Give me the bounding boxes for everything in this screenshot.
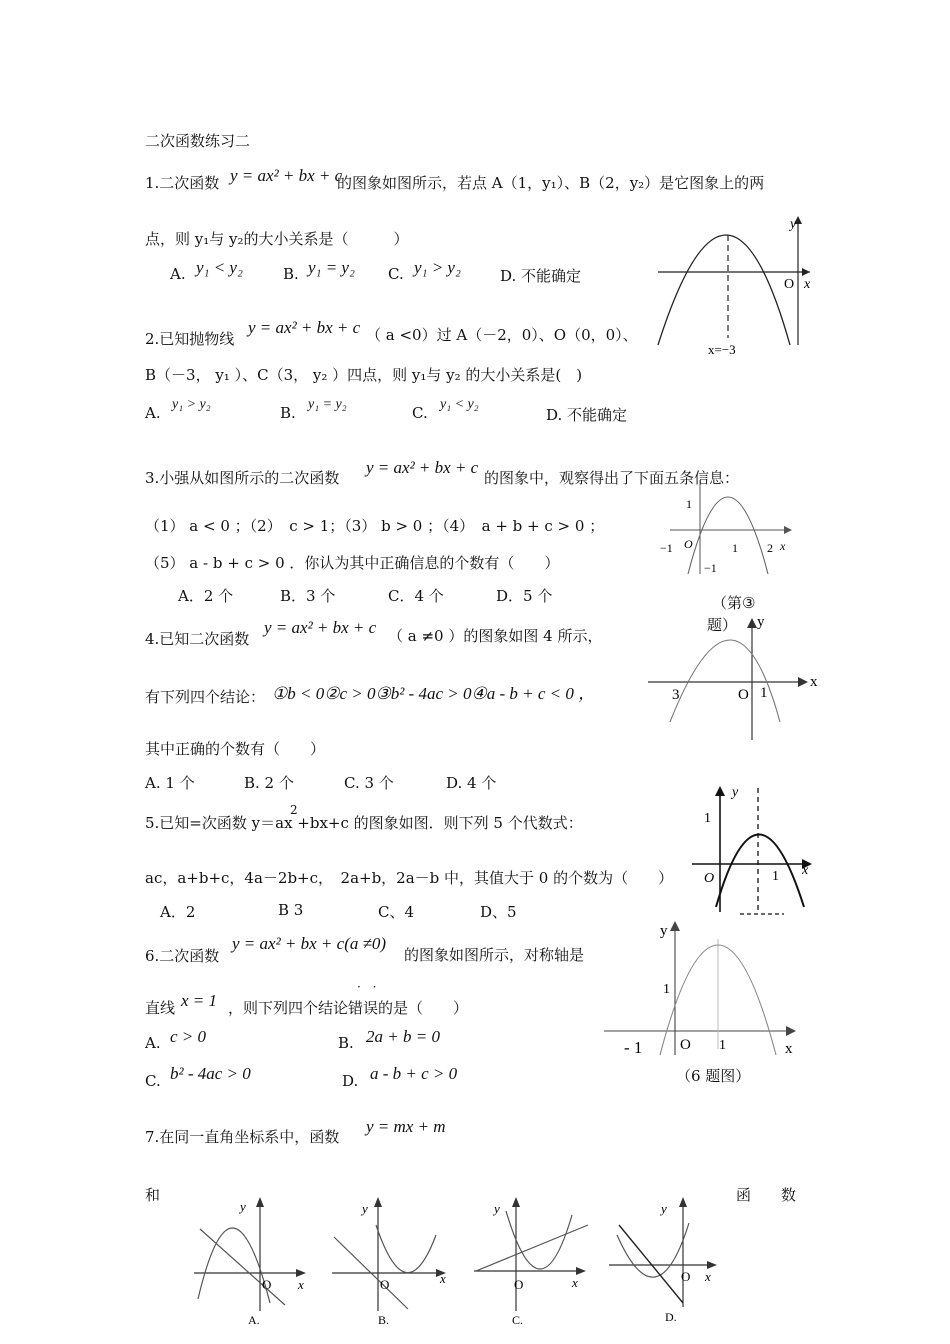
- q4-option-d: D. 4 个: [446, 774, 497, 792]
- q1-parabola: [658, 235, 790, 345]
- q3-origin-label: O: [684, 537, 693, 551]
- q1-prefix: 1.二次函数: [145, 174, 220, 192]
- q6-origin-label: O: [680, 1037, 691, 1053]
- q7a-label: A.: [248, 1313, 260, 1327]
- q1-axis-label: x=−3: [708, 342, 736, 357]
- q6-option-a-formula: c > 0: [170, 1027, 207, 1046]
- q1-formula: y = ax² + bx + c: [230, 166, 343, 185]
- q6-x1-label: 1: [719, 1038, 726, 1053]
- q1-x-label: x: [804, 277, 811, 292]
- q7a-origin-label: O: [262, 1277, 272, 1292]
- q4-x-neg3-label: 3: [672, 687, 680, 703]
- q1-graph: [650, 210, 820, 360]
- q3-conditions-line2: （5） a - b + c > 0 ．你认为其中正确信息的个数有（ ）: [145, 554, 560, 572]
- q6-option-c: C.: [145, 1072, 161, 1090]
- q5-option-c: C、4: [378, 903, 415, 921]
- q5-x-label: x: [802, 863, 809, 878]
- q2-option-c: C.: [412, 404, 428, 422]
- q4-conclusions: ①b < 0②c > 0③b² - 4ac > 0④a - b + c < 0 ，: [272, 684, 596, 703]
- q2-option-a: A.: [145, 404, 161, 422]
- q5-x1-label: 1: [772, 869, 779, 884]
- q6-x-label: x: [785, 1041, 793, 1057]
- q6-prefix: 6.二次函数: [145, 947, 220, 965]
- q6-y1-label: 1: [663, 982, 670, 997]
- q6-option-b: B.: [338, 1034, 354, 1052]
- q7a-parabola: [198, 1228, 270, 1303]
- q6-option-b-formula: 2a + b = 0: [366, 1027, 440, 1046]
- q6-figure-caption: （6 题图）: [676, 1067, 751, 1085]
- q7b-y-label: y: [362, 1201, 368, 1216]
- q3-yneg1-label: −1: [704, 561, 717, 575]
- q3-option-b: B．3 个: [280, 587, 336, 605]
- q6-axis-formula: x = 1: [181, 991, 218, 1010]
- q5-parabola: [716, 835, 804, 908]
- q7-graph-c: [470, 1195, 595, 1330]
- q3-figure-caption2: 题）: [707, 616, 738, 634]
- q7c-y-label: y: [494, 1201, 500, 1216]
- q7d-y-label: y: [661, 1201, 667, 1216]
- q5-option-d: D、5: [480, 903, 517, 921]
- q5-superscript: 2: [290, 803, 298, 817]
- q7a-x-label: x: [298, 1277, 304, 1292]
- q1-option-a-formula: y₁ < y₂: [196, 258, 243, 277]
- q7b-origin-label: O: [380, 1277, 390, 1292]
- q5-option-a: A．2: [160, 903, 196, 921]
- q1-option-b-formula: y₁ = y₂: [308, 258, 355, 277]
- q3-graph: [650, 470, 800, 580]
- q5-y1-label: 1: [704, 811, 711, 826]
- q3-x-label: x: [780, 539, 786, 553]
- q1-option-c-formula: y₁ > y₂: [414, 258, 461, 277]
- q3-formula: y = ax² + bx + c: [366, 458, 479, 477]
- q7b-parabola: [376, 1225, 436, 1273]
- q6-option-d: D.: [342, 1072, 359, 1090]
- q4-origin-label: O: [738, 687, 749, 703]
- q6-formula: y = ax² + bx + c(a ≠0): [232, 934, 387, 953]
- q3-figure-caption: （第③: [712, 594, 756, 612]
- q4-y-label: y: [757, 614, 765, 630]
- q4-formula: y = ax² + bx + c: [264, 618, 377, 637]
- q7-graph-b: [328, 1195, 453, 1330]
- page-title: 二次函数练习二: [145, 132, 251, 150]
- q1-text-line2: 点，则 y₁与 y₂的大小关系是（ ）: [145, 230, 409, 248]
- q4-text-line3: 其中正确的个数有（ ）: [145, 740, 326, 758]
- q4-prefix: 4.已知二次函数: [145, 630, 250, 648]
- q5-option-b: B 3: [278, 901, 304, 919]
- q6-y-label: y: [660, 923, 668, 939]
- q6-option-a: A.: [145, 1034, 161, 1052]
- q3-prefix: 3.小强从如图所示的二次函数: [145, 469, 340, 487]
- q1-origin-label: O: [784, 277, 795, 292]
- q7b-label: B.: [378, 1313, 390, 1327]
- q6-graph: [600, 915, 810, 1060]
- q2-option-a-formula: y₁ > y₂: [172, 397, 211, 412]
- q2-prefix: 2.已知抛物线: [145, 330, 235, 348]
- emphasis-dots: · ·: [357, 980, 381, 994]
- q4-x-label: x: [810, 674, 818, 690]
- q7d-label: D.: [665, 1310, 677, 1324]
- q4-option-a: A. 1 个: [145, 774, 195, 792]
- q4-parabola: [670, 640, 780, 722]
- q4-x1-label: 1: [760, 685, 768, 701]
- q6-text: 的图象如图所示，对称轴是: [404, 946, 585, 964]
- q7d-origin-label: O: [681, 1269, 691, 1284]
- q6-text-line2a: 直线: [145, 999, 176, 1017]
- q5-origin-label: O: [704, 871, 715, 886]
- q2-formula: y = ax² + bx + c: [248, 318, 361, 337]
- q5-text-line2: ac，a+b+c，4a－2b+c， 2a+b，2a－b 中，其值大于 0 的个数为（ ）: [145, 869, 674, 887]
- q7d-x-label: x: [705, 1269, 711, 1284]
- q7-text-hanshu: 函 数: [736, 1186, 797, 1204]
- q5-y-label: y: [732, 785, 739, 800]
- q7-graph-d: [605, 1195, 730, 1330]
- q2-text-line2: B（－3， y₁ ）、C（3， y₂ ）四点，则 y₁与 y₂ 的大小关系是( ): [145, 366, 583, 384]
- q6-text-line2b: ，则下列四个结论错误的是（ ）: [228, 999, 469, 1017]
- q1-option-a: A.: [170, 265, 186, 283]
- q6-option-c-formula: b² - 4ac > 0: [170, 1064, 251, 1083]
- q3-y1-label: 1: [686, 497, 692, 511]
- q3-text: 的图象中，观察得出了下面五条信息：: [484, 469, 740, 487]
- q7d-line: [619, 1225, 683, 1303]
- q3-option-c: C．4 个: [388, 587, 444, 605]
- q7a-line: [200, 1229, 285, 1305]
- q1-option-b: B.: [283, 265, 299, 283]
- q1-option-d: D. 不能确定: [500, 267, 582, 285]
- q4-option-b: B. 2 个: [244, 774, 294, 792]
- q7-prefix: 7.在同一直角坐标系中，函数: [145, 1128, 340, 1146]
- q4-graph: [640, 610, 825, 745]
- q2-option-b: B.: [280, 404, 296, 422]
- q3-x2-label: 2: [767, 541, 773, 555]
- q7c-x-label: x: [572, 1275, 578, 1290]
- q2-option-b-formula: y₁ = y₂: [308, 397, 347, 412]
- q7a-y-label: y: [240, 1199, 246, 1214]
- q3-conditions-line1: （1） a < 0 ；（2） c > 1；（3） b > 0 ；（4） a + b + c > 0 ；: [145, 517, 605, 535]
- q4-text: （ a ≠0 ）的图象如图 4 所示，: [388, 627, 603, 645]
- q2-text: （ a <0）过 A（－2，0）、O（0，0）、: [366, 326, 638, 344]
- q5-graph: [688, 782, 818, 917]
- q6-option-d-formula: a - b + c > 0: [370, 1064, 458, 1083]
- q2-option-c-formula: y₁ < y₂: [440, 397, 479, 412]
- q7c-line: [476, 1225, 588, 1271]
- q3-option-d: D．5 个: [496, 587, 553, 605]
- q2-option-d: D. 不能确定: [546, 406, 628, 424]
- q7-text-he: 和: [145, 1186, 161, 1204]
- q1-option-c: C.: [388, 265, 404, 283]
- q4-option-c: C. 3 个: [344, 774, 394, 792]
- q5-text: 5.已知=次函数 y＝ax +bx+c 的图象如图．则下列 5 个代数式：: [145, 814, 583, 832]
- q3-xneg1-label: −1: [660, 541, 673, 555]
- q1-text: 的图象如图所示，若点 A（1，y₁）、B（2，y₂）是它图象上的两: [337, 174, 765, 192]
- q3-option-a: A．2 个: [178, 587, 234, 605]
- q7d-parabola: [617, 1223, 689, 1277]
- q7c-label: C.: [512, 1313, 524, 1327]
- q7b-x-label: x: [440, 1271, 446, 1286]
- q7c-origin-label: O: [514, 1277, 524, 1292]
- q4-conclusions-label: 有下列四个结论：: [145, 688, 266, 706]
- q1-y-label: y: [790, 217, 797, 232]
- q3-x1-label: 1: [732, 541, 738, 555]
- q7-graph-a: [190, 1195, 315, 1330]
- q6-xneg1-label: - 1: [624, 1038, 643, 1057]
- q7-formula: y = mx + m: [366, 1117, 446, 1136]
